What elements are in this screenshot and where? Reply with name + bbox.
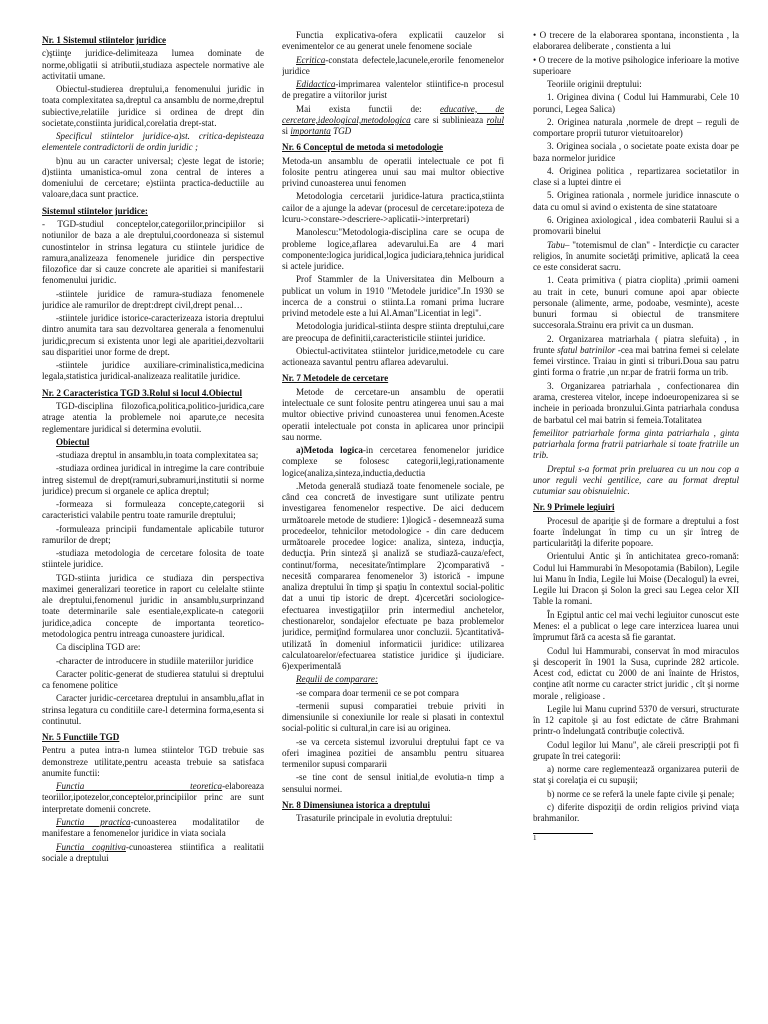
paragraph: Obiectul-activitatea stiintelor juridice,metodele cu care actioneaza savantul pentru aflarea adevarului. (282, 345, 504, 368)
paragraph: -se compara doar termenii ce se pot compara (296, 687, 459, 698)
text: educative, de cercetare,ideological,metodologica (282, 103, 504, 125)
paragraph: femeilitor patriarhale forma ginta patriarhala , ginta patriarhala forma fratrii patriarhale si toate fratriile un trib. (533, 427, 739, 461)
function-name: Edidactica (296, 79, 336, 90)
paragraph: Metodologia cercetarii juridice-latura practica,stiinta cailor de a ajunge la adevar (procesul de cercetare:ipoteza de lcuru->constare->descriere->aplicatii->interpretari) (282, 191, 504, 224)
bullet-item: • O trecere de la motive psihologice inferioare la motive superioare (533, 54, 739, 76)
paragraph: Codul lui Hammurabi, conservat în mod miraculos şi descoperit în 1901 la Susa, cuprinde 282 articole. Acest cod, edictat cu 2000 de ani înainte de Hristos, conţine atît norme cu caracter strict juridic , cît şi norme morale , religioase . (533, 645, 739, 701)
paragraph: Obiectul-studierea dreptului,a fenomenului juridic in toata complexitatea sa,dreptul ca ansamblu de norme,dreptul subiective,relatiile juridice si ordinea de drept din societate,constiinta juridical,corelatia drept-stat. (42, 84, 264, 128)
paragraph: -stiintele juridice de ramura-studiaza fenomenele juridice ale ramurilor de drept:drept civil,drept penal… (42, 288, 264, 310)
paragraph (282, 79, 504, 102)
list-item: 5. Originea rationala , normele juridice innascute o data cu omul si avind o existenta de sine statatoare (533, 190, 739, 212)
paragraph: -stiintele juridice istorice-caracterizeaza istoria dreptului dintro anumita tara sau dezvoltarea generala a fenomenului juridic,precum si existenta unor legi ale aparitiei,dezvoltarii sau disparitiei unor forme de drept. (42, 313, 264, 357)
paragraph (42, 817, 264, 840)
text: care si sublinieaza (414, 114, 484, 125)
text: sfatul batrinilor (557, 344, 616, 355)
function-text: -imprimarea valentelor stiintifice-n procesul de pregatire a viitorilor jurist (282, 79, 504, 101)
paragraph: Functia explicativa-ofera explicatii cauzelor si evenimentelor ce au generat unele fenomene sociale (282, 30, 504, 52)
section-heading-8: Nr. 8 Dimensiunea istorica a dreptului (282, 800, 431, 810)
paragraph: Pentru a putea intra-n lumea stiintelor TGD trebuie sas demonstreze utilitate,pentru aceasta trebuie sa satisfaca anumite functii: (42, 745, 264, 778)
paragraph: Caracter politic-generat de studierea statului si dreptului ca fenomene politice (42, 668, 264, 691)
definition: – "totemismul de clan" - Interdicţie cu caracter religios, în anumite societăţi primitive, aplicată la ceea ce este considerat sacru. (533, 239, 739, 273)
paragraph: Legile lui Manu cuprind 5370 de versuri, structurate în 12 capitole şi au fost edictate de către Brahmani printr-o îndelungată contribuţie colectivă. (533, 703, 739, 737)
paragraph: Teoriile originii dreptului: (547, 79, 642, 90)
paragraph: 3. Organizarea patriarhala , confectionarea din arama, cresterea vitelor, incepe indoeuropenizarea si se incheie in perioada bronzului.Ginta patriarhala condusa de barbatul cel mai batrin si femeia.Totalitatea (533, 380, 739, 425)
section-heading-7: Nr. 7 Metodele de cercetare (282, 373, 389, 384)
column-left (42, 30, 264, 1018)
text: 2. Organizarea matriarhala ( piatra slefuita) , in frunte (533, 333, 739, 355)
function-name: Ecritica (296, 54, 326, 65)
paragraph (282, 445, 504, 479)
paragraph: -se tine cont de sensul initial,de evolutia-n timp a sensului normei. (282, 772, 504, 794)
paragraph: -formuleaza principii fundamentale aplicabile tuturor ramurilor de drept; (42, 523, 264, 545)
text: TGD (333, 126, 352, 137)
column-right (533, 30, 739, 1018)
paragraph: Orientului Antic şi în antichitatea greco-romană: Codul lui Hammurabi în Mesopotamia (Babilon), Legile lui Manu în India, Legile lui Moise (Decalogul) la evrei, Legile lui Dracon şi Solon la greci sau Legea celor XII Table la romani. (533, 551, 739, 607)
text: si (282, 126, 289, 137)
list-item: 6. Originea axiological , idea combaterii Raului si a promovarii binelui (533, 214, 739, 237)
paragraph: c)ştiinţe juridice-delimiteaza lumea dominate de norme,obligatii si atributii,studiaza aspectele normative ale activitatii umane. (42, 48, 264, 81)
function-text: -elaboreaza teoriilor,ipotezelor,conceptelor,principiilor princ are sunt interpretate domenii concrete. (42, 781, 264, 814)
paragraph: -formeaza si formuleaza concepte,categorii si caracteristici valabile pentru toate ramurile dreptului; (42, 499, 264, 521)
paragraph: Metode de cercetare-un ansamblu de operatii intelectuale ce sunt folosite pentru atingerea unui sau a mai multor obiective privind cunoasterea unui fenomen.Aceste operatii intelectuale pot consta in aplicarea unor principii sau norme. (282, 386, 504, 442)
paragraph: Prof Stammler de la Universitatea din Melbourn a publicat un volum in 1910 "Metodele juridice".In 1930 se incerca de a construi o stiinta.La romani prima lucrare privind metodele este a lui Al.Aman"Licentiat in legi". (282, 274, 504, 319)
paragraph: - TGD-studiul conceptelor,categoriilor,principiilor si notiunilor de baza a ale dreptului,coordoneaza si sistemul cunostintelor in strinsa legatura cu stiintele juridice de ramura,analizeaza fenomenele juridice din perspective filozofice dar si cauze concrete ale aparitiei si manifestarii fenomenului juridic. (42, 218, 264, 286)
paragraph: .Metoda generală studiază toate fenomenele sociale, pe când cea concretă de investigare sunt utilizate pentru investigarea fenomenelor respective. De aici deducem următoarele metode de studiere: 1)logică - desemnează suma procedeelor, tehnicilor metodologice - din care deducem următoarele procedee logice: analiza, sinteza, inducţia, deducţia. Prin sinteză şi analiză se studiază-cauza/efect, continut/forma, necesitate/întimplare 2)comparativă - necesită compararea fenomenelor 3) istorică - impune analiza dreptului în timp şi spaţiu în contextul social-politic dat a unui tip istoric de drept. 4)cercetări sociologice- efectuarea investigaţiilor prin intermediul anchetelor, chestionarelor, sondajelor efectuate pe baza problemelor juridice, permiţînd formularea unor concluzii. 5)cantitativă- utilizată în domeniul informaticii juridice: utilizarea calculatoarelor/efectuarea statistice juridice şi ijudiciare. 6)experimentală (282, 480, 504, 672)
text: Mai exista functii de: (296, 103, 422, 114)
method-text: -in cercetarea fenomenelor juridice complexe se folosesc categorii,legi,rationamente logice(analiza,sinteza,inductia,deductia (282, 445, 504, 478)
paragraph: Metodologia juridical-stiinta despre stiinta dreptului,care are preocupa de definitii,caracteristicile stiintei juridice. (282, 321, 504, 343)
section-heading-9: Nr. 9 Primele legiuiri (533, 502, 615, 513)
function-text: -constata defectele,lacunele,erorile fenomenelor juridice (282, 54, 504, 76)
paragraph: Manolescu:"Metodologia-disciplina care se ocupa de probleme logice,aflarea adevarului.Ea are 4 mari componente:logica juridical,logica judiciara,tehnica juridical si actele juridice. (282, 227, 504, 272)
section-heading-6: Nr. 6 Conceptul de metoda si metodologie (282, 142, 444, 153)
section-heading: Sistemul stiintelor juridice: (42, 205, 148, 216)
list-item: 1. Originea divina ( Codul lui Hammurabi, Cele 10 porunci, Legea Salica) (533, 92, 739, 114)
paragraph: TGD-stiinta juridica ce studiaza din perspectiva maximei generalizari teoretice in raport cu celelalte stiinte ale dreptului,fenomenul juridic in ansamblu,surprinzand toate determinarile sale esentiale,explicate-n categorii juridice,adica concepte de importanta teoretico-metodologica pentru intreaga cunoastere juridical. (42, 572, 264, 640)
function-text: -cunoasterea stiintifica a realitatii sociale a dreptului (42, 841, 264, 863)
paragraph: -character de introducere in studiile materiilor juridice (56, 655, 254, 666)
function-text: -cunoasterea modalitatilor de manifestare a fenomenelor juridice in viata sociala (42, 817, 264, 839)
section-heading-5: Nr. 5 Functiile TGD (42, 732, 120, 743)
function-name: Functia teoretica (56, 781, 223, 792)
section-heading-2: Nr. 2 Caracteristica TGD 3.Rolul si locul 4.Obiectul (42, 387, 243, 398)
paragraph: b)nu au un caracter universal; c)este legat de istorie; d)stiinta umanistica-omul zona central de interes a domeniului de cercetare; e)stiinta practica-deductiile au valoare,daca sunt practice. (42, 155, 264, 200)
section-heading-1: Nr. 1 Sistemul stiintelor juridice (42, 35, 167, 45)
paragraph: -stiintele juridice auxiliare-criminalistica,medicina legala,statistica juridical-analizeaza realitatile juridice. (42, 360, 264, 382)
paragraph: Metoda-un ansamblu de operatii intelectuale ce pot fi folosite pentru atingerea unui sau mai multor obiective privind cunoasterea unui fenomen (282, 155, 504, 189)
bullet-item: • O trecere de la elaborarea spontana, inconstienta , la elaborarea deliberate , constienta a lui (533, 30, 739, 52)
origin-theories-list (533, 92, 739, 237)
paragraph: -se va cerceta sistemul izvorului dreptului fapt ce va oferi imaginea pozitiei de ansamblu pentru situarea termenilor supusi compararii (282, 736, 504, 770)
function-name: Functia practica (56, 817, 131, 827)
list-item: c) diferite dispoziţii de ordin religios privind viaţa brahmanilor. (533, 802, 739, 824)
paragraph: -studiaza ordinea juridical in intregime la care contribuie intreg sistemul de drept(ramuri,subramuri,institutii si norme juridice) precum si organele ce aplica dreptul; (42, 463, 264, 496)
paragraph (42, 842, 264, 865)
list-item: a) norme care reglementează organizarea puterii de stat şi corelaţia ei cu supuşii; (533, 764, 739, 786)
term: Tabu (547, 239, 565, 250)
method-name: a)Metoda logica (296, 445, 363, 456)
paragraph: În Egiptul antic cel mai vechi legiuitor cunoscut este Menes: el a publicat o lege care interzicea luarea unui împrumut fără ca acesta să fie garantat. (533, 609, 739, 643)
paragraph (533, 334, 739, 379)
paragraph (282, 55, 504, 78)
paragraph: Codul legilor lui Manu", ale căreii prescripţii pot fi grupate în trei categorii: (533, 739, 739, 761)
paragraph: Specificul stiintelor juridice-a)st. critica-depisteaza elementele contradictorii de ordin juridic ; (42, 131, 264, 153)
paragraph: Procesul de apariţie şi de formare a dreptului a fost foarte îndelungat în timp cu un şir întreg de particularităţi la diferite popoare. (533, 515, 739, 549)
text: rolul (486, 114, 504, 125)
function-name: Functia cognitiva (56, 841, 126, 852)
subheading: Obiectul (56, 436, 90, 447)
list-item: 2. Originea naturala ,normele de drept – reguli de comportare proprii tuturor vietuitoarelor) (533, 116, 739, 139)
paragraph: TGD-disciplina filozofica,politica,politico-juridica,care atrage atentia la problemele noi aparute,ce necesita reglementare juridical si determina evolutii. (42, 400, 264, 434)
footnote-number: 1 (533, 833, 537, 842)
list-item: 3. Originea sociala , o societate poate exista doar pe baza normelor juridice (533, 141, 739, 163)
text: -cea mai batrina femei si celelate femei virstince. Traiau in ginti si triburi.Doua sau patru ginti forma o fratrie ,un nr.par de fratrii forma un trib. (533, 344, 739, 378)
list-item: b) norme ce se referă la unele fapte civile şi penale; (547, 788, 735, 799)
paragraph: Trasaturile principale in evolutia dreptului: (296, 813, 453, 824)
list-item: 4. Originea politica , repartizarea societatilor in clase si a luptei dintre ei (533, 165, 739, 188)
paragraph: -studiaza dreptul in ansamblu,in toata complexitatea sa; (56, 450, 259, 461)
paragraph: 1. Ceata primitiva ( piatra cioplita) ,primii oameni au trait in cete, bunuri comune apoi apar obiecte personale (alimente, arme, podoabe, vesminte), aceste bunuri formau si obiectul de transmitere succesorala.Strainu era privit ca un dusman. (533, 275, 739, 331)
paragraph: -studiaza metodologia de cercetare folosita de toate stiintele juridice. (42, 548, 264, 570)
column-middle (282, 30, 504, 1018)
paragraph: Caracter juridic-cercetarea dreptului in ansamblu,aflat in strinsa legatura cu conditiile care-l determina forma,esenta si continutul. (42, 693, 264, 726)
paragraph (282, 104, 504, 138)
subheading: Regulii de comparare: (296, 674, 378, 685)
paragraph (42, 781, 264, 815)
paragraph: Dreptul s-a format prin preluarea cu un nou cop a unor reguli vechi gentilice, care au format dreptul cutumiar sau obisnuielnic. (533, 463, 739, 497)
paragraph: Ca disciplina TGD are: (56, 642, 141, 653)
text: importanta (290, 126, 331, 137)
paragraph: -termenii supusi comparatiei trebuie priviti in dimensiunile si conexiunile lor reale si plasati in contextul social-politic si cultural,in care isi au originea. (282, 700, 504, 734)
paragraph (533, 240, 739, 274)
